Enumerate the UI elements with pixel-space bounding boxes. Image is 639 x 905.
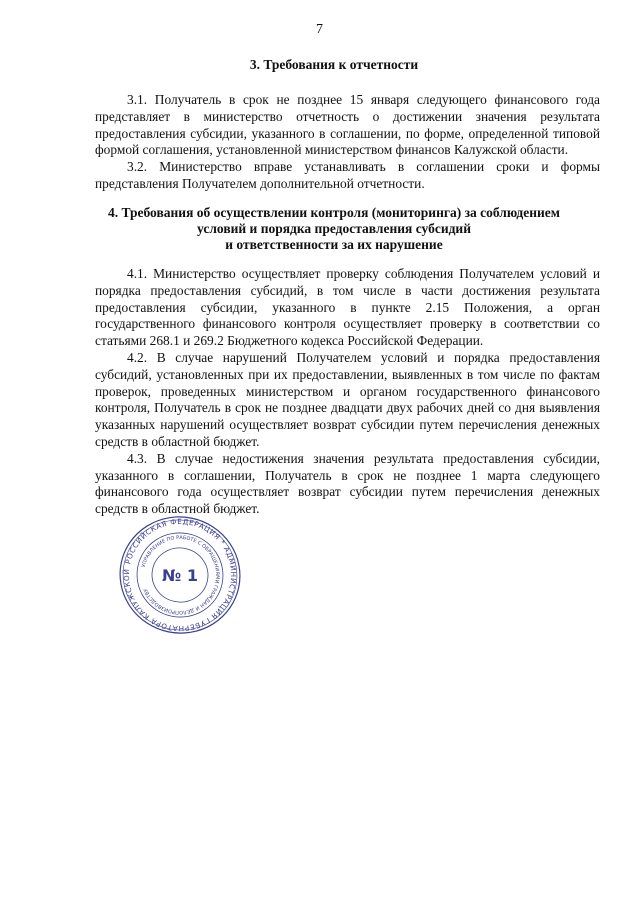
official-stamp [110, 515, 250, 635]
stamp-outer-text: РОССИЙСКАЯ ФЕДЕРАЦИЯ * АДМИНИСТРАЦИЯ ГУБЕРНАТОРА КАЛУЖСКОЙ [121, 516, 239, 634]
stamp-inner-text: УПРАВЛЕНИЕ ПО РАБОТЕ С ОБРАЩЕНИЯМИ ГРАЖДАН И ДЕЛОПРОИЗВОДСТВУ [140, 534, 221, 616]
section-4-title-line: 4. Требования об осуществлении контроля (мониторинга) за соблюдением [108, 205, 560, 220]
paragraph-3-1: 3.1. Получатель в срок не позднее 15 января следующего финансового года представляет в министерство отчетность о достижении значения результата предоставления субсидии, указанного в соглашении, по форме, определенной типовой формой соглашения, установленной министерством финансов Калужской области. [95, 92, 600, 158]
section-3-title: 3. Требования к отчетности [249, 57, 419, 72]
section-4-title-line: и ответственности за их нарушение [225, 237, 443, 252]
page-number: 7 [316, 22, 323, 37]
section-3-body [95, 92, 600, 193]
paragraph-4-3: 4.3. В случае недостижения значения результата предоставления субсидии, указанного в соглашении, Получатель в срок не позднее 1 марта следующего финансового года осуществляет возврат субсидии путем перечисления денежных средств в областной бюджет. [95, 450, 600, 517]
section-4-title [95, 205, 573, 253]
section-4-title-line: условий и порядка предоставления субсидий [197, 221, 471, 236]
paragraph-4-1: 4.1. Министерство осуществляет проверку соблюдения Получателем условий и порядка предоставления субсидий, в том числе в части достижения результата предоставления субсидии, указанного в пункте 2.15 Положения, а орган государственного финансового контроля осуществляет проверку в соответствии со статьями 268.1 и 269.2 Бюджетного кодекса Российской Федерации. [95, 266, 600, 349]
section-4-body [95, 266, 600, 518]
paragraph-3-2: 3.2. Министерство вправе устанавливать в соглашении сроки и формы представления Получателем дополнительной отчетности. [95, 159, 600, 191]
paragraph-4-2: 4.2. В случае нарушений Получателем условий и порядка предоставления субсидий, установленных при их предоставлении, выявленных в том числе по фактам проверок, проведенных министерством и органом государственного финансового контроля, Получатель в срок не позднее двадцати двух рабочих дней со дня выявления указанных нарушений осуществляет возврат субсидии путем перечисления денежных средств в областной бюджет. [95, 349, 600, 449]
stamp-number: № 1 [162, 566, 198, 585]
